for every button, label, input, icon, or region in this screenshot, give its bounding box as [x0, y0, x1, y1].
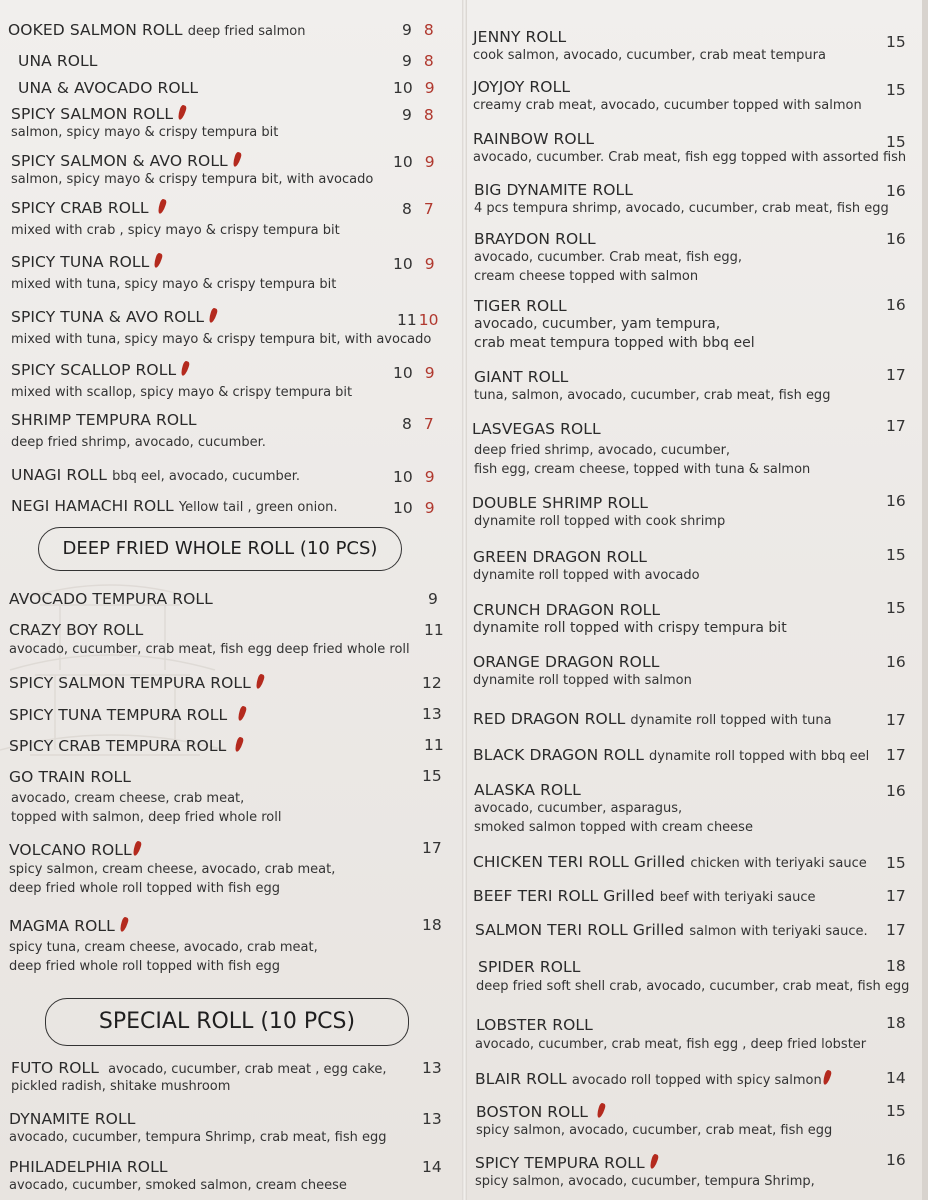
item-name: OOKED SALMON ROLL: [8, 21, 183, 39]
price-large: 10: [393, 364, 413, 382]
item-desc: avocado, cucumber. Crab meat, fish egg,: [474, 250, 743, 265]
item-inline-desc: avocado, cucumber, crab meat , egg cake,: [108, 1062, 387, 1077]
item-desc: mixed with tuna, spicy mayo & crispy tempura bit, with avocado: [11, 332, 432, 347]
item-name: TIGER ROLL: [474, 297, 567, 315]
item-name: BOSTON ROLL: [476, 1103, 588, 1121]
price-pair: [393, 153, 435, 171]
menu-item: [473, 547, 700, 585]
price-small: 9: [424, 255, 435, 273]
price-pair: [393, 255, 435, 273]
menu-item: [11, 104, 278, 142]
item-price: 13: [422, 705, 442, 723]
item-desc-line2: fish egg, cream cheese, topped with tuna & salmon: [474, 462, 811, 477]
menu-item: [9, 673, 263, 692]
item-desc-line2: topped with salmon, deep fried whole roll: [11, 810, 282, 825]
item-name: GIANT ROLL: [474, 368, 569, 386]
item-desc: mixed with crab , spicy mayo & crispy tempura bit: [11, 223, 340, 238]
item-name: UNA ROLL: [18, 52, 98, 70]
price-large: 10: [393, 468, 413, 486]
price-large: 9: [402, 21, 412, 39]
item-name: AVOCADO TEMPURA ROLL: [9, 590, 213, 608]
item-name: LASVEGAS ROLL: [472, 420, 601, 438]
item-price: 18: [886, 957, 906, 975]
item-name: GO TRAIN ROLL: [9, 768, 131, 786]
menu-item: [11, 307, 431, 349]
chili-pepper-icon: [232, 151, 242, 167]
section-header-deep-fried: DEEP FRIED WHOLE ROLL (10 PCS): [38, 527, 402, 571]
item-desc: dynamite roll topped with crispy tempura bit: [473, 620, 787, 636]
item-price: 16: [886, 782, 906, 800]
item-name: SPICY TUNA ROLL: [11, 253, 150, 271]
item-name: ORANGE DRAGON ROLL: [473, 653, 660, 671]
price-pair: [402, 200, 434, 218]
item-price: 18: [422, 916, 442, 934]
item-name: CRUNCH DRAGON ROLL: [473, 601, 661, 619]
item-price: 16: [886, 492, 906, 510]
menu-item: [474, 180, 889, 218]
item-name: FUTO ROLL: [11, 1059, 99, 1077]
menu-item: [9, 705, 245, 724]
price-small: 9: [424, 364, 435, 382]
item-name: LOBSTER ROLL: [476, 1016, 593, 1034]
menu-item: [474, 296, 755, 353]
item-desc: spicy salmon, avocado, cucumber, crab meat, fish egg: [476, 1123, 833, 1138]
item-price: 17: [886, 366, 906, 384]
item-desc: salmon, spicy mayo & crispy tempura bit: [11, 125, 279, 140]
price-small: 9: [424, 499, 435, 517]
menu-item: [9, 767, 281, 827]
item-price: 9: [428, 590, 438, 608]
price-pair: [397, 311, 438, 329]
item-price: 14: [886, 1069, 906, 1087]
item-price: 17: [886, 746, 906, 764]
item-price: 15: [886, 1102, 906, 1120]
price-pair: [393, 499, 435, 517]
item-name: BLAIR ROLL: [475, 1070, 567, 1088]
menu-item: [473, 77, 862, 115]
price-pair: [393, 79, 435, 97]
menu-item: [474, 229, 742, 286]
item-desc: spicy salmon, avocado, cucumber, tempura Shrimp,: [475, 1174, 815, 1189]
chili-pepper-icon: [208, 307, 218, 323]
menu-item: [476, 957, 909, 996]
price-small: 7: [423, 200, 434, 218]
item-desc: cook salmon, avocado, cucumber, crab meat tempura: [473, 48, 826, 63]
item-name: UNA & AVOCADO ROLL: [18, 79, 199, 97]
item-name: CRAZY BOY ROLL: [9, 621, 144, 639]
item-desc: 4 pcs tempura shrimp, avocado, cucumber, crab meat, fish egg: [474, 201, 889, 216]
item-inline-desc: avocado roll topped with spicy salmon: [571, 1073, 822, 1088]
price-large: 8: [402, 200, 412, 218]
menu-item: [473, 129, 906, 167]
price-large: 10: [393, 255, 413, 273]
item-price: 15: [886, 854, 906, 872]
item-name: ALASKA ROLL: [474, 781, 581, 799]
chili-pepper-icon: [119, 916, 129, 932]
menu-item: [11, 410, 266, 452]
item-price: 17: [422, 839, 442, 857]
item-desc: tuna, salmon, avocado, cucumber, crab meat, fish egg: [474, 388, 831, 403]
menu-item: [474, 367, 830, 405]
menu-item: [474, 780, 753, 837]
item-desc: avocado, cucumber, asparagus,: [474, 801, 683, 816]
section-header-special: SPECIAL ROLL (10 PCS): [45, 998, 409, 1046]
item-name: SPICY SALMON TEMPURA ROLL: [9, 674, 251, 692]
price-pair: [393, 468, 435, 486]
item-desc: creamy crab meat, avocado, cucumber topped with salmon: [473, 98, 862, 113]
item-price: 16: [886, 182, 906, 200]
price-small: 9: [424, 153, 435, 171]
item-price: 17: [886, 921, 906, 939]
price-large: 11: [397, 311, 417, 329]
price-large: 8: [402, 415, 412, 433]
menu-item: [9, 1157, 347, 1195]
item-name: CHICKEN TERI ROLL Grilled: [473, 853, 686, 871]
menu-item: [9, 916, 318, 976]
price-small: 8: [423, 106, 434, 124]
menu-item: [9, 620, 410, 659]
item-desc-line2: smoked salmon topped with cream cheese: [474, 820, 753, 835]
item-name: SPICY SCALLOP ROLL: [11, 361, 177, 379]
item-inline-desc: bbq eel, avocado, cucumber.: [112, 469, 301, 484]
item-price: 16: [886, 296, 906, 314]
price-small: 8: [423, 21, 434, 39]
item-price: 15: [886, 133, 906, 151]
chili-pepper-icon: [596, 1102, 606, 1118]
item-inline-desc: Yellow tail , green onion.: [178, 500, 338, 515]
menu-item: [11, 198, 340, 240]
item-inline-desc: dynamite roll topped with bbq eel: [649, 749, 870, 764]
item-price: 17: [886, 887, 906, 905]
price-pair: [402, 52, 434, 70]
menu-item: [9, 589, 213, 608]
menu-item: [473, 745, 869, 764]
item-name: NEGI HAMACHI ROLL: [11, 497, 174, 515]
item-name: SPIDER ROLL: [478, 958, 581, 976]
menu-item: [475, 920, 868, 939]
menu-item: [475, 1069, 830, 1088]
price-large: 9: [402, 106, 412, 124]
price-pair: [393, 364, 435, 382]
menu-item: [9, 1109, 386, 1147]
menu-item: [11, 252, 336, 294]
item-name: BIG DYNAMITE ROLL: [474, 181, 633, 199]
item-name: SALMON TERI ROLL Grilled: [475, 921, 685, 939]
menu-item: [473, 852, 867, 871]
price-small: 7: [423, 415, 434, 433]
item-desc: avocado, cucumber. Crab meat, fish egg topped with assorted fish: [473, 150, 907, 165]
item-desc-line2: deep fried whole roll topped with fish egg: [9, 959, 280, 974]
item-inline-desc: salmon with teriyaki sauce.: [689, 924, 868, 939]
chili-pepper-icon: [180, 360, 190, 376]
item-name: PHILADELPHIA ROLL: [9, 1158, 168, 1176]
menu-item: [18, 78, 198, 97]
item-price: 11: [424, 736, 444, 754]
item-name: VOLCANO ROLL: [9, 841, 132, 859]
item-desc: avocado, cucumber, crab meat, fish egg , deep fried lobster: [475, 1037, 867, 1052]
item-desc: spicy tuna, cream cheese, avocado, crab meat,: [9, 940, 318, 955]
price-small: 10: [418, 311, 439, 329]
item-desc-line2: crab meat tempura topped with bbq eel: [474, 335, 755, 351]
menu-item: [475, 1153, 815, 1191]
item-price: 17: [886, 711, 906, 729]
item-name: SPICY SALMON ROLL: [11, 105, 174, 123]
item-price: 11: [424, 621, 444, 639]
item-price: 15: [886, 33, 906, 51]
menu-item: [476, 1102, 832, 1140]
menu-item: [475, 1015, 866, 1054]
item-name: DOUBLE SHRIMP ROLL: [472, 494, 648, 512]
menu-item: [8, 20, 305, 39]
item-desc: deep fried shrimp, avocado, cucumber,: [474, 443, 731, 458]
item-desc: deep fried shrimp, avocado, cucumber.: [11, 435, 266, 450]
chili-pepper-icon: [177, 104, 187, 120]
price-pair: [402, 106, 434, 124]
item-price: 15: [886, 81, 906, 99]
page-edge: [922, 0, 928, 1200]
item-desc: spicy salmon, cream cheese, avocado, crab meat,: [9, 862, 336, 877]
chili-pepper-icon: [132, 840, 142, 856]
item-desc: mixed with tuna, spicy mayo & crispy tempura bit: [11, 277, 337, 292]
item-name: JOYJOY ROLL: [473, 78, 571, 96]
item-name: SPICY CRAB TEMPURA ROLL: [9, 737, 227, 755]
item-desc: avocado, cucumber, smoked salmon, cream cheese: [9, 1178, 347, 1193]
item-desc: salmon, spicy mayo & crispy tempura bit, with avocado: [11, 172, 374, 187]
item-name: GREEN DRAGON ROLL: [473, 548, 647, 566]
item-name: RAINBOW ROLL: [473, 130, 595, 148]
page-gutter: [462, 0, 467, 1200]
item-desc: avocado, cucumber, tempura Shrimp, crab meat, fish egg: [9, 1130, 387, 1145]
item-name: SPICY TUNA & AVO ROLL: [11, 308, 205, 326]
item-name: SPICY CRAB ROLL: [11, 199, 149, 217]
menu-item: [11, 496, 338, 515]
menu-item: [473, 652, 692, 690]
item-desc: mixed with scallop, spicy mayo & crispy tempura bit: [11, 385, 353, 400]
item-name: BLACK DRAGON ROLL: [473, 746, 644, 764]
item-desc: avocado, cucumber, yam tempura,: [474, 316, 721, 332]
item-price: 15: [886, 599, 906, 617]
menu-item: [11, 151, 373, 189]
item-inline-desc: deep fried salmon: [187, 24, 306, 39]
item-desc: dynamite roll topped with avocado: [473, 568, 700, 583]
menu-item: [472, 493, 725, 531]
menu-item: [18, 51, 98, 70]
item-price: 12: [422, 674, 442, 692]
item-desc: pickled radish, shitake mushroom: [11, 1079, 231, 1094]
price-small: 9: [424, 79, 435, 97]
item-price: 13: [422, 1059, 442, 1077]
item-name: JENNY ROLL: [473, 28, 567, 46]
item-desc: dynamite roll topped with salmon: [473, 673, 692, 688]
chili-pepper-icon: [153, 252, 163, 268]
price-pair: [402, 21, 434, 39]
item-name: BRAYDON ROLL: [474, 230, 596, 248]
item-name: SPICY TUNA TEMPURA ROLL: [9, 706, 228, 724]
item-name: MAGMA ROLL: [9, 917, 115, 935]
item-name: SPICY TEMPURA ROLL: [475, 1154, 645, 1172]
menu-item: [9, 840, 335, 898]
menu-item: [11, 1058, 387, 1096]
item-name: UNAGI ROLL: [11, 466, 108, 484]
item-desc: avocado, cream cheese, crab meat,: [11, 791, 245, 806]
menu-item: [11, 360, 352, 402]
item-inline-desc: dynamite roll topped with tuna: [630, 713, 832, 728]
price-small: 9: [424, 468, 435, 486]
price-pair: [402, 415, 434, 433]
price-small: 8: [423, 52, 434, 70]
item-desc: dynamite roll topped with cook shrimp: [474, 514, 726, 529]
chili-pepper-icon: [649, 1153, 659, 1169]
item-price: 16: [886, 230, 906, 248]
item-price: 15: [886, 546, 906, 564]
item-name: SHRIMP TEMPURA ROLL: [11, 411, 197, 429]
item-price: 18: [886, 1014, 906, 1032]
item-name: BEEF TERI ROLL Grilled: [473, 887, 655, 905]
menu-item: [9, 736, 242, 755]
menu-item: [473, 709, 832, 728]
price-large: 10: [393, 499, 413, 517]
price-large: 10: [393, 153, 413, 171]
item-price: 17: [886, 417, 906, 435]
menu-item: [473, 886, 816, 905]
menu-item: [11, 465, 300, 484]
item-name: RED DRAGON ROLL: [473, 710, 626, 728]
item-desc-line2: deep fried whole roll topped with fish egg: [9, 881, 280, 896]
item-price: 14: [422, 1158, 442, 1176]
item-price: 16: [886, 653, 906, 671]
item-inline-desc: chicken with teriyaki sauce: [690, 856, 867, 871]
item-price: 16: [886, 1151, 906, 1169]
menu-item: [473, 600, 787, 638]
item-desc: deep fried soft shell crab, avocado, cucumber, crab meat, fish egg: [476, 979, 910, 994]
item-desc-line2: cream cheese topped with salmon: [474, 269, 699, 284]
item-name: DYNAMITE ROLL: [9, 1110, 136, 1128]
item-price: 13: [422, 1110, 442, 1128]
chili-pepper-icon: [156, 198, 166, 214]
price-large: 9: [402, 52, 412, 70]
item-name: SPICY SALMON & AVO ROLL: [11, 152, 228, 170]
item-desc: avocado, cucumber, crab meat, fish egg deep fried whole roll: [9, 642, 410, 657]
item-inline-desc: beef with teriyaki sauce: [659, 890, 816, 905]
menu-item: [472, 419, 810, 479]
item-price: 15: [422, 767, 442, 785]
price-large: 10: [393, 79, 413, 97]
menu-item: [473, 27, 826, 65]
